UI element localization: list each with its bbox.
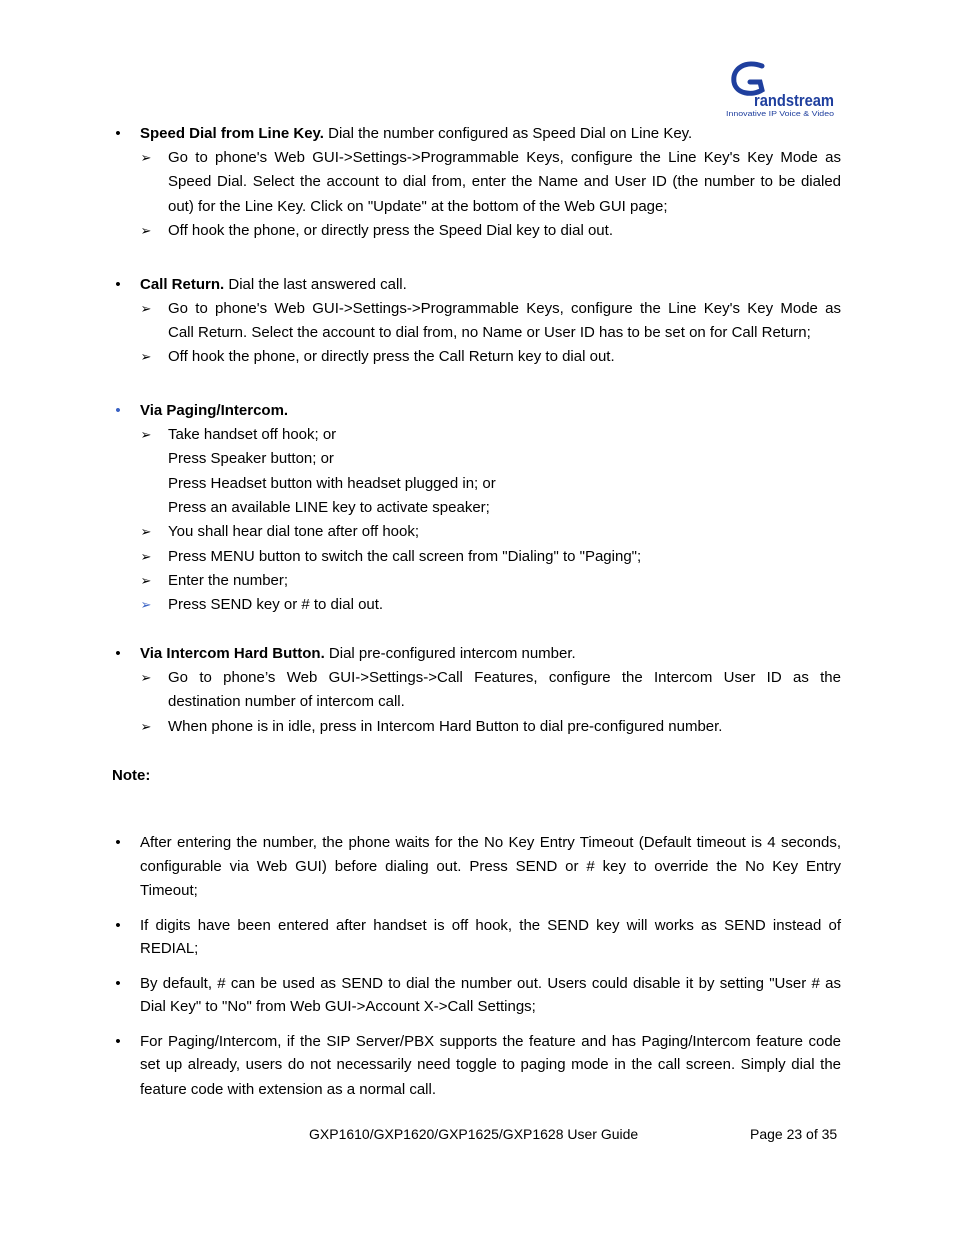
footer-page-number: Page 23 of 35 xyxy=(750,1126,838,1142)
speed-dial-step1-line1: Go to phone's Web GUI->Settings->Programmable Keys, configure the Line Key's Key Mode as xyxy=(168,149,841,166)
intercom-button-step1-line1: Go to phone’s Web GUI->Settings->Call Features, configure the Intercom User ID as the xyxy=(168,669,841,686)
footer-guide-title: GXP1610/GXP1620/GXP1625/GXP1628 User Guide xyxy=(309,1126,639,1142)
bullet-paging: • xyxy=(115,402,121,419)
note-4-line1: For Paging/Intercom, if the SIP Server/PBX supports the feature and has Paging/Intercom feature code xyxy=(140,1033,841,1050)
arrow-icon: ➢ xyxy=(140,719,152,734)
arrow-icon: ➢ xyxy=(140,573,152,588)
intercom-button-step1-line2: destination number of intercom call. xyxy=(168,693,405,710)
arrow-icon: ➢ xyxy=(140,597,152,612)
paging-step3: Press MENU button to switch the call screen from "Dialing" to "Paging"; xyxy=(168,548,642,565)
paging-step2: You shall hear dial tone after off hook; xyxy=(168,523,420,540)
call-return-title: Call Return. xyxy=(140,276,225,293)
note-heading xyxy=(112,767,150,785)
call-return-step1-line2: Call Return. Select the account to dial from, no Name or User ID has to be set on for Call Return; xyxy=(168,324,811,341)
note-2-line2: REDIAL; xyxy=(140,940,199,957)
paging-step1-line1: Take handset off hook; or xyxy=(168,426,337,443)
note-1-line2: configurable via Web GUI) before dialing out. Press SEND or # key to override the No Key Entry xyxy=(140,858,841,875)
intercom-button-step2: When phone is in idle, press in Intercom Hard Button to dial pre-configured number. xyxy=(168,718,723,735)
speed-dial-heading xyxy=(140,125,692,143)
speed-dial-step2: Off hook the phone, or directly press the Speed Dial key to dial out. xyxy=(168,222,613,239)
speed-dial-step1-line3: out) for the Line Key. Click on "Update" at the bottom of the Web GUI page; xyxy=(168,198,668,215)
paging-heading xyxy=(140,402,288,420)
note-3-line1: By default, # can be used as SEND to dial the number out. Users could disable it by setting "User # as xyxy=(140,975,841,992)
arrow-icon: ➢ xyxy=(140,150,152,165)
bullet-note-3: • xyxy=(115,975,121,992)
note-4-line3: feature code with extension as a normal call. xyxy=(140,1081,436,1098)
arrow-icon: ➢ xyxy=(140,223,152,238)
intercom-button-desc: Dial pre-configured intercom number. xyxy=(324,645,576,662)
intercom-button-heading xyxy=(140,645,576,663)
bullet-note-1: • xyxy=(115,834,121,851)
arrow-icon: ➢ xyxy=(140,301,152,316)
arrow-icon: ➢ xyxy=(140,427,152,442)
note-2-line1: If digits have been entered after handset is off hook, the SEND key will works as SEND instead of xyxy=(140,917,841,934)
note-1-line3: Timeout; xyxy=(140,882,198,899)
paging-title: Via Paging/Intercom. xyxy=(140,402,289,419)
svg-text:Innovative IP Voice & Video: Innovative IP Voice & Video xyxy=(726,111,835,118)
call-return-step1-line1: Go to phone's Web GUI->Settings->Programmable Keys, configure the Line Key's Key Mode as xyxy=(168,300,841,317)
bullet-speed-dial: • xyxy=(115,125,121,142)
arrow-icon: ➢ xyxy=(140,670,152,685)
call-return-step2: Off hook the phone, or directly press the Call Return key to dial out. xyxy=(168,348,615,365)
bullet-note-4: • xyxy=(115,1033,121,1050)
bullet-call-return: • xyxy=(115,276,121,293)
speed-dial-title: Speed Dial from Line Key. xyxy=(140,125,324,142)
note-title: Note: xyxy=(112,767,151,784)
arrow-icon: ➢ xyxy=(140,549,152,564)
speed-dial-desc: Dial the number configured as Speed Dial on Line Key. xyxy=(323,125,693,142)
paging-step1-line3: Press Headset button with headset plugged in; or xyxy=(168,475,496,492)
arrow-icon: ➢ xyxy=(140,524,152,539)
call-return-desc: Dial the last answered call. xyxy=(224,276,407,293)
paging-step1-line2: Press Speaker button; or xyxy=(168,450,334,467)
arrow-icon: ➢ xyxy=(140,349,152,364)
bullet-intercom-button: • xyxy=(115,645,121,662)
call-return-heading xyxy=(140,276,407,294)
svg-text:randstream: randstream xyxy=(754,91,834,110)
bullet-note-2: • xyxy=(115,917,121,934)
grandstream-logo xyxy=(724,60,842,118)
paging-step4: Enter the number; xyxy=(168,572,289,589)
paging-step1-line4: Press an available LINE key to activate speaker; xyxy=(168,499,490,516)
intercom-button-title: Via Intercom Hard Button. xyxy=(140,645,325,662)
note-3-line2: Dial Key" to "No" from Web GUI->Account X->Call Settings; xyxy=(140,998,536,1015)
speed-dial-step1-line2: Speed Dial. Select the account to dial from, enter the Name and User ID (the number to be dialed xyxy=(168,173,841,190)
note-4-line2: set up already, users do not necessarily need toggle to paging mode in the call screen. Simply dial the xyxy=(140,1056,841,1073)
paging-step5: Press SEND key or # to dial out. xyxy=(168,596,384,613)
note-1-line1: After entering the number, the phone waits for the No Key Entry Timeout (Default timeout is 4 seconds, xyxy=(140,834,841,851)
